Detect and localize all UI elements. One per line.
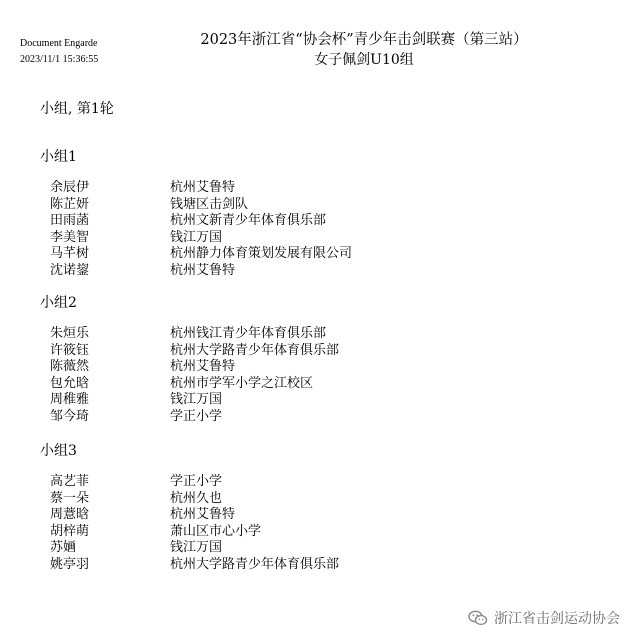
fencer-name: 高艺菲 <box>50 474 90 489</box>
fencer-name: 马芊树 <box>50 246 90 262</box>
wechat-icon <box>468 610 488 626</box>
fencer-club: 学正小学 <box>170 408 223 424</box>
table-row <box>40 263 352 280</box>
fencer-club: 杭州艾鲁特 <box>170 507 236 523</box>
fencer-club: 杭州静力体育策划发展有限公司 <box>170 246 353 262</box>
table-row <box>40 326 339 343</box>
software-name: Document Engarde <box>20 38 98 49</box>
table-row <box>40 507 339 524</box>
table-row <box>40 557 339 574</box>
round-label: 小组, 第1轮 <box>40 101 114 117</box>
fencer-club: 杭州艾鲁特 <box>170 180 236 195</box>
fencer-club: 杭州大学路青少年体育俱乐部 <box>170 556 340 572</box>
pool-fencer-table <box>40 326 339 426</box>
table-row <box>40 230 352 247</box>
fencer-club: 杭州文新青少年体育俱乐部 <box>170 213 327 229</box>
fencer-club: 杭州大学路青少年体育俱乐部 <box>170 342 340 358</box>
pool-fencer-table <box>40 180 352 280</box>
document-header <box>150 30 578 70</box>
fencer-club: 杭州钱江青少年体育俱乐部 <box>170 326 327 341</box>
fencer-name: 田雨菡 <box>50 213 90 229</box>
table-row <box>40 524 339 541</box>
table-row <box>40 540 339 557</box>
fencer-club: 杭州市学军小学之江校区 <box>170 375 314 391</box>
fencer-name: 周薏晗 <box>50 507 90 523</box>
table-row <box>40 392 339 409</box>
table-row <box>40 491 339 508</box>
print-timestamp: 2023/11/1 15:36:55 <box>20 54 99 65</box>
fencer-name: 许筱钰 <box>50 342 90 358</box>
fencer-name: 姚亭羽 <box>50 556 90 572</box>
fencer-club: 学正小学 <box>170 474 223 489</box>
fencer-name: 余辰伊 <box>50 180 90 195</box>
pool-section-3 <box>40 442 600 574</box>
fencer-club: 钱江万国 <box>170 392 223 408</box>
fencer-club: 钱塘区击剑队 <box>170 196 249 212</box>
table-row <box>40 343 339 360</box>
table-row <box>40 474 339 491</box>
fencer-club: 杭州艾鲁特 <box>170 359 236 375</box>
table-row <box>40 197 352 214</box>
table-row <box>40 246 352 263</box>
fencer-club: 钱江万国 <box>170 540 223 556</box>
fencer-name: 蔡一朵 <box>50 490 90 506</box>
fencer-club: 杭州久也 <box>170 490 223 506</box>
table-row <box>40 376 339 393</box>
pool-section-2 <box>40 294 600 426</box>
table-row <box>40 409 339 426</box>
fencer-name: 周稚雅 <box>50 392 90 408</box>
fencer-name: 李美智 <box>50 229 90 245</box>
fencer-club: 杭州艾鲁特 <box>170 262 236 278</box>
pool-title: 小组3 <box>40 443 77 459</box>
document-meta <box>20 36 98 68</box>
event-subtitle: 女子佩剑U10组 <box>314 52 414 68</box>
table-row <box>40 359 339 376</box>
table-row <box>40 180 352 197</box>
watermark <box>468 608 620 628</box>
fencer-club: 萧山区市心小学 <box>170 523 262 539</box>
pool-title: 小组1 <box>40 149 77 165</box>
pool-title: 小组2 <box>40 295 77 311</box>
fencer-name: 胡梓萌 <box>50 523 90 539</box>
table-row <box>40 213 352 230</box>
fencer-name: 包允晗 <box>50 375 90 391</box>
fencer-name: 苏婳 <box>50 540 77 556</box>
fencer-name: 沈诺鋆 <box>50 262 90 278</box>
fencer-club: 钱江万国 <box>170 229 223 245</box>
fencer-name: 朱烜乐 <box>50 326 90 341</box>
competition-title: 2023年浙江省“协会杯”青少年击剑联赛（第三站） <box>200 32 528 48</box>
pool-fencer-table <box>40 474 339 574</box>
fencer-name: 陈薇然 <box>50 359 90 375</box>
pool-section-1 <box>40 148 600 280</box>
watermark-text: 浙江省击剑运动协会 <box>494 611 620 627</box>
fencer-name: 陈芷妍 <box>50 196 90 212</box>
fencer-name: 邹今琦 <box>50 408 90 424</box>
